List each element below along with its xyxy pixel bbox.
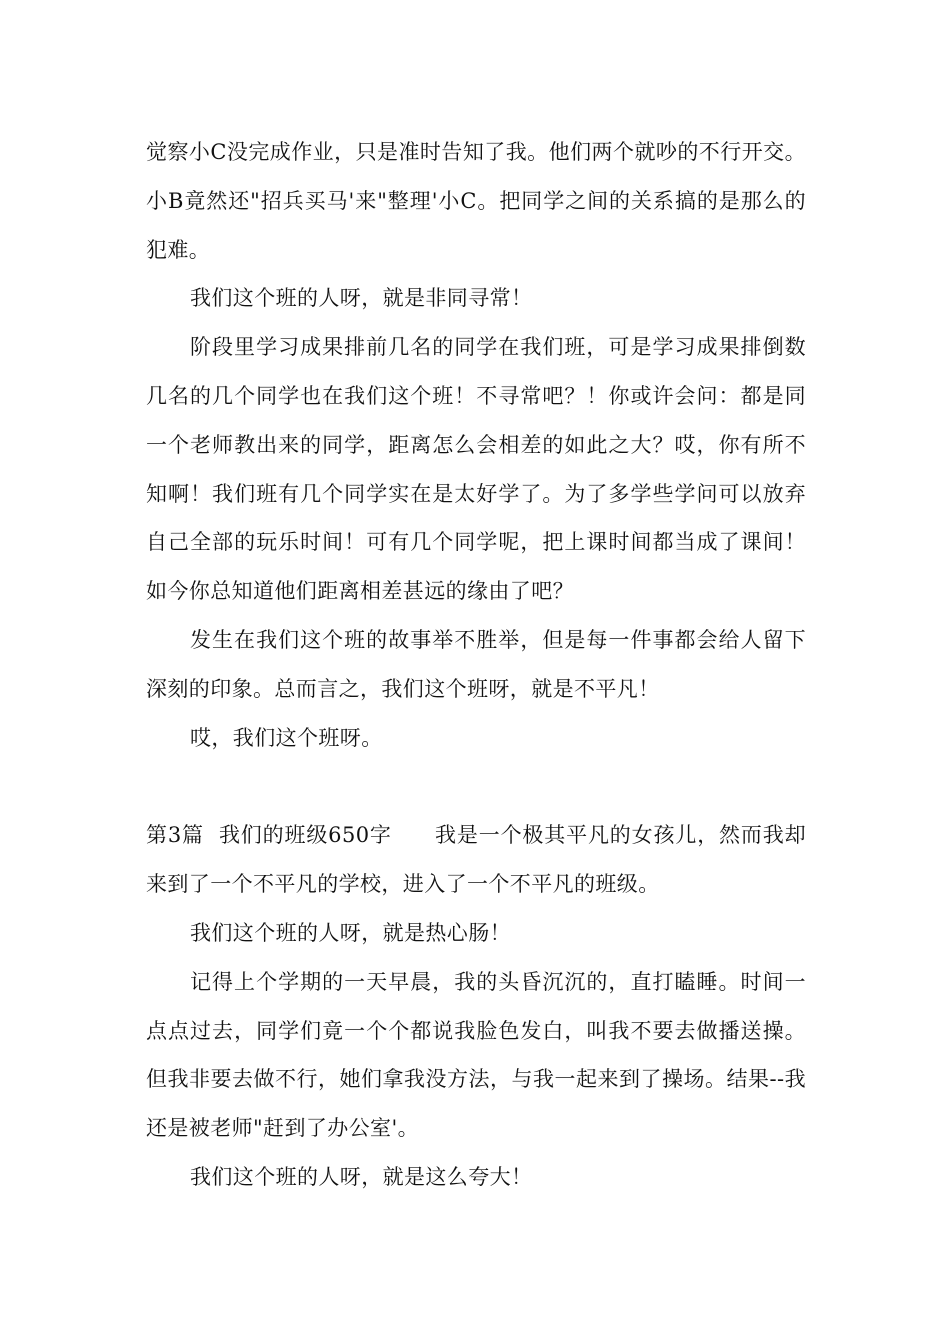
paragraph: 阶段里学习成果排前几名的同学在我们班，可是学习成果排倒数几名的几个同学也在我们这个班！不寻常吧？！你或许会问：都是同一个老师教出来的同学，距离怎么会相差的如此之大？哎，你有所不知啊！我们班有几个同学实在是太好学了。为了多学些学问可以放弃自己全部的玩乐时间！可有几个同学呢，把上课时间都当成了课间！如今你总知道他们距离相差甚远的缘由了吧？ bbox=[146, 335, 806, 604]
section-lead: 我是一个极其平凡的女孩儿，然而我却来到了一个不平凡的学校，进入了一个不平凡的班级。 bbox=[146, 823, 806, 897]
paragraph: 记得上个学期的一天早晨，我的头昏沉沉的，直打瞌睡。时间一点点过去，同学们竟一个个都说我脸色发白，叫我不要去做播送操。但我非要去做不行，她们拿我没方法，与我一起来到了操场。结果--我还是被老师"赶到了办公室'。 bbox=[146, 969, 806, 1141]
section-heading-paragraph bbox=[146, 811, 806, 909]
paragraph: 我们这个班的人呀，就是热心肠！ bbox=[190, 920, 511, 945]
paragraph: 我们这个班的人呀，就是这么夸大！ bbox=[190, 1164, 533, 1189]
paragraph: 哎，我们这个班呀。 bbox=[190, 725, 383, 750]
document-page bbox=[146, 128, 806, 1202]
paragraph: 觉察小C没完成作业，只是准时告知了我。他们两个就吵的不行开交。小B竟然还"招兵买马'来"整理'小C。把同学之间的关系搞的是那么的犯难。 bbox=[146, 140, 806, 262]
paragraph: 我们这个班的人呀，就是非同寻常！ bbox=[190, 286, 533, 311]
section-title: 第3篇 我们的班级650字 bbox=[146, 823, 392, 848]
paragraph: 发生在我们这个班的故事举不胜举，但是每一件事都会给人留下深刻的印象。总而言之，我们这个班呀，就是不平凡！ bbox=[146, 627, 806, 701]
